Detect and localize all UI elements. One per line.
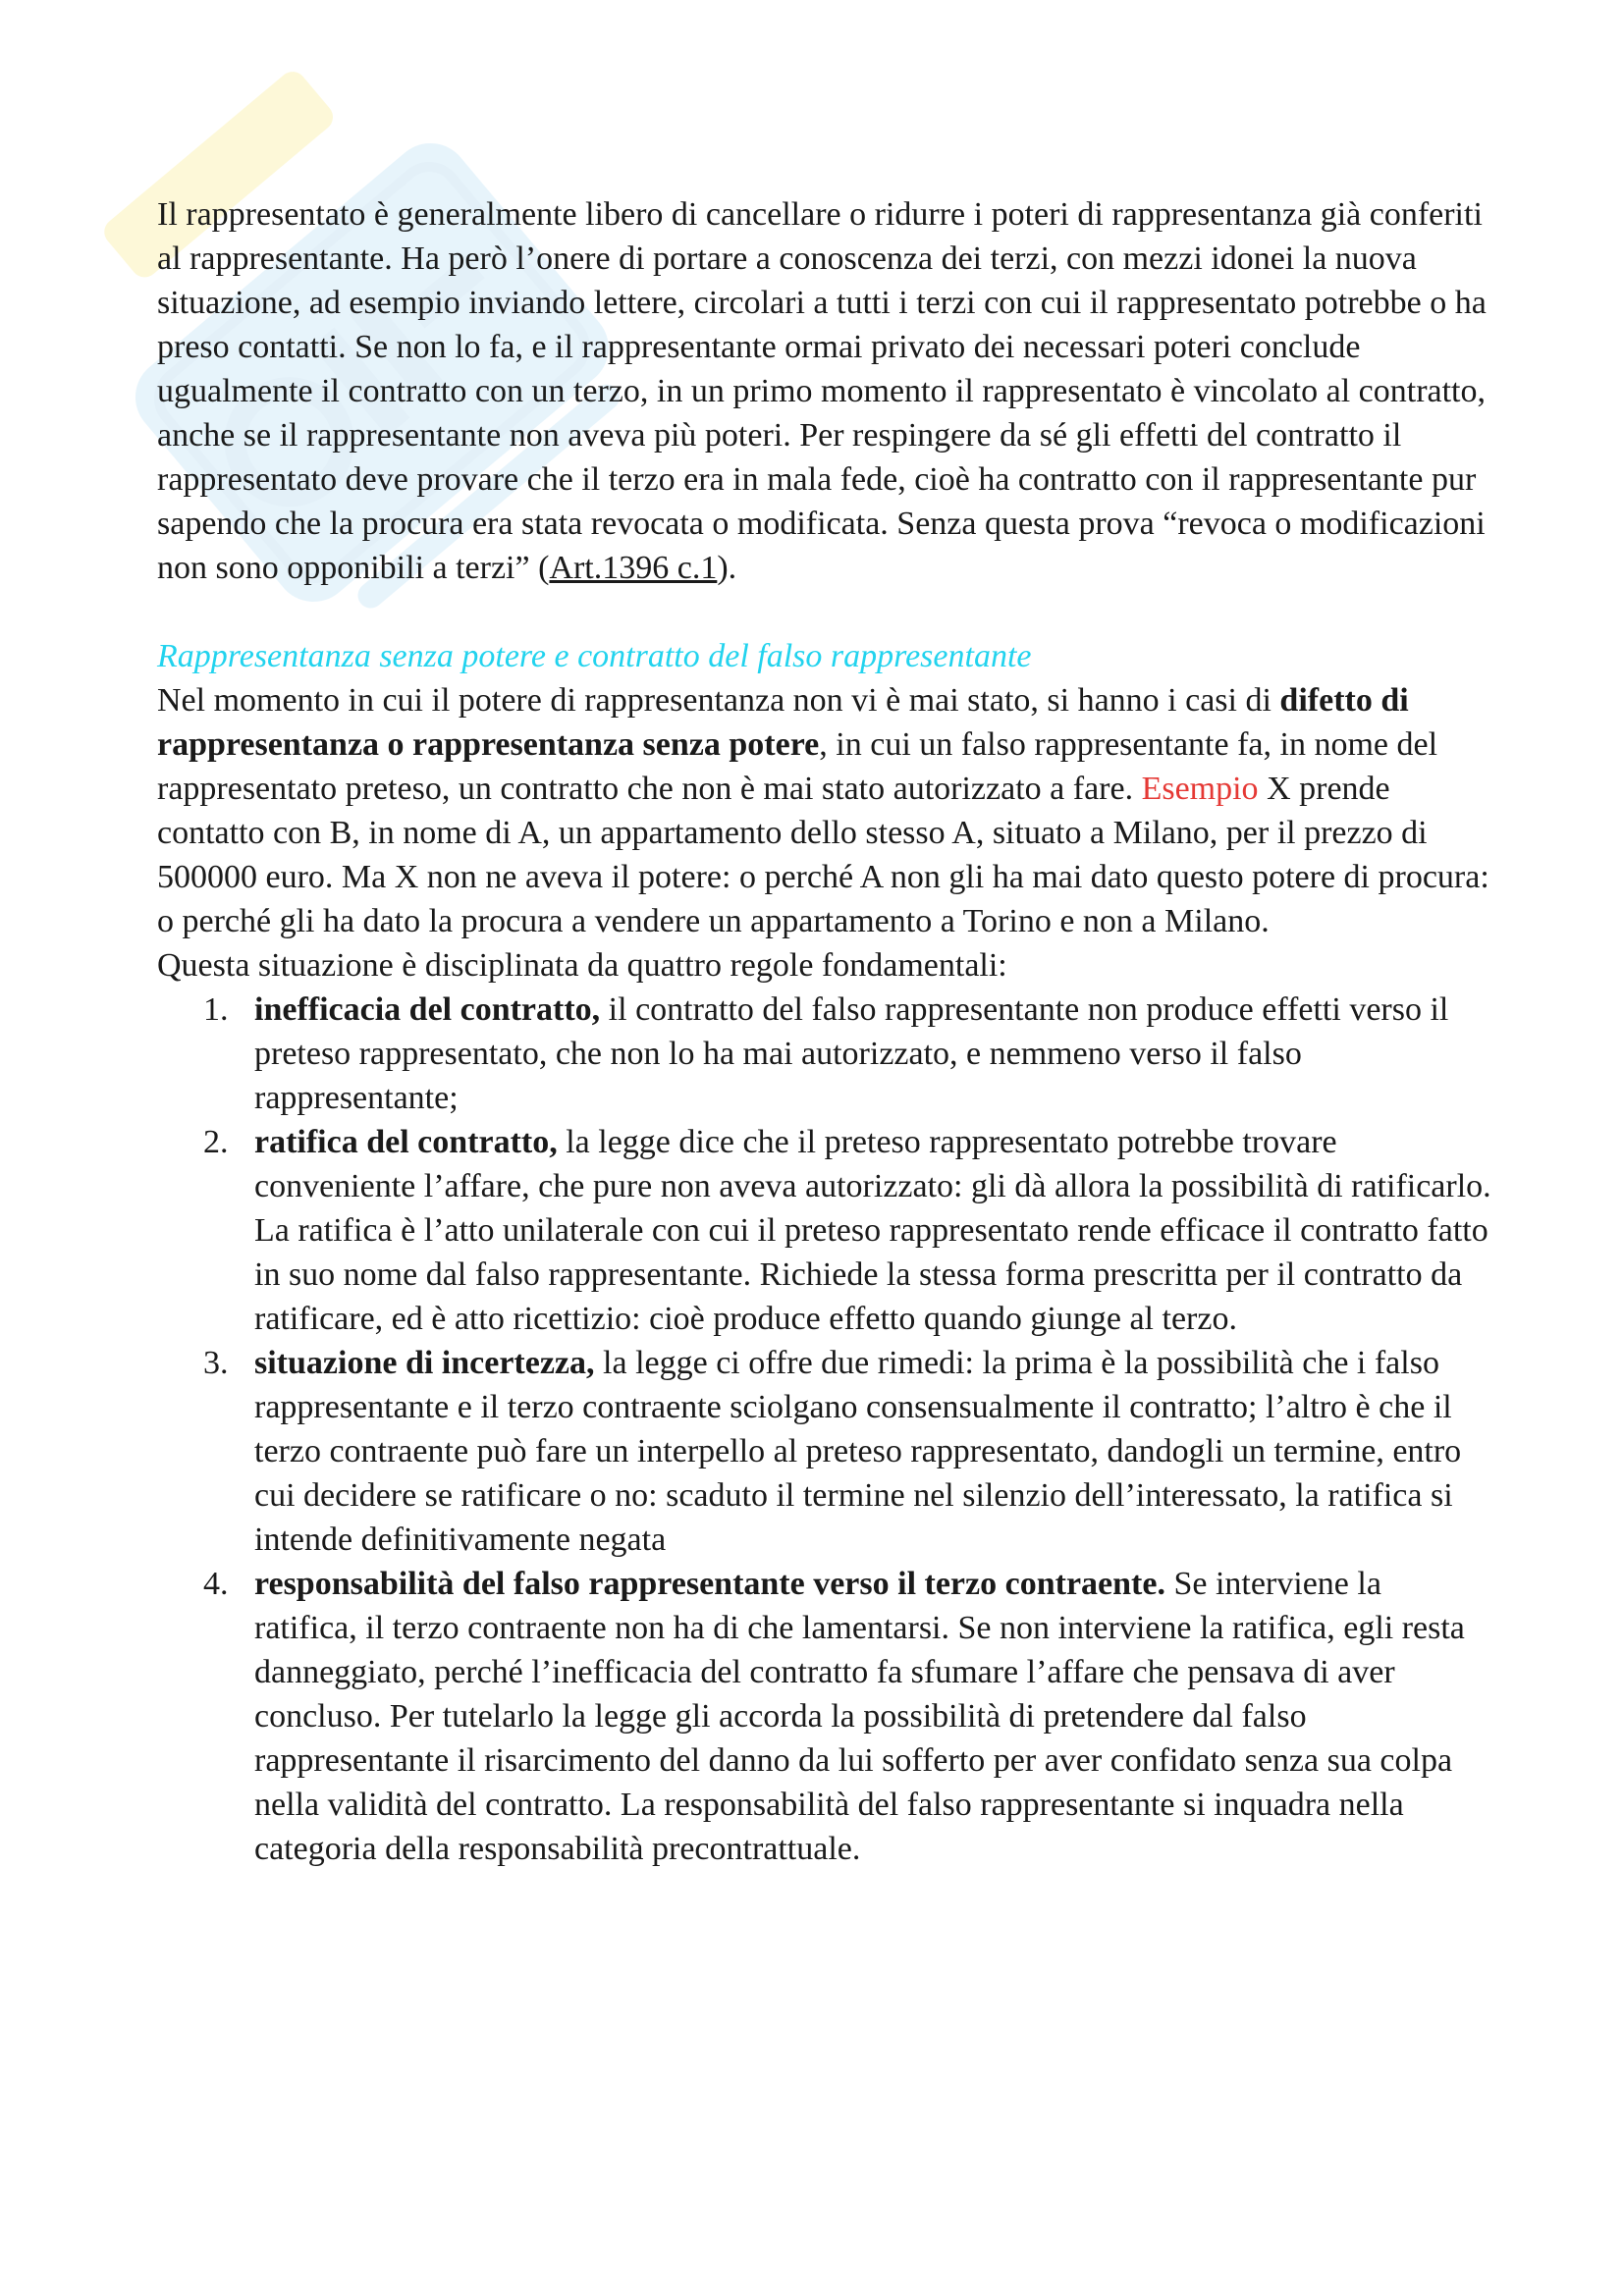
paragraph-spacer [157,590,1492,634]
example-text: X prende contatto con B, in nome di A, un appartamento dello stesso A, situato a Milano, per il prezzo di 500000 euro. Ma X non ne aveva il potere: o perché A non gli ha mai dato questo potere di procura: o perché gli ha dato la procura a vendere un appartamento a Torino e non a Milano. [157,771,1489,939]
list-item [157,1562,1492,1871]
list-item [157,1341,1492,1562]
paragraph-revoca [157,192,1492,590]
rule-text: la legge dice che il preteso rappresentato potrebbe trovare conveniente l’affare, che pure non aveva autorizzato: gli dà allora la possibilità di ratificarlo. La ratifica è l’atto unilaterale con cui il preteso rappresentato rende efficace il contratto fatto in suo nome dal falso rappresentante. Richiede la stessa forma prescritta per il contratto da ratificare, ed è atto ricettizio: cioè produce effetto quando giunge al terzo. [254,1124,1491,1337]
paragraph-intro [157,678,1492,943]
list-number: 1. [203,991,229,1028]
article-link[interactable]: Art.1396 c.1 [549,550,718,586]
paragraph-revoca-end: ). [717,550,737,586]
list-item [157,988,1492,1120]
rule-text: Se interviene la ratifica, il terzo contraente non ha di che lamentarsi. Se non interviene la ratifica, egli resta danneggiato, perché l’inefficacia del contratto fa sfumare l’affare che pensava di aver concluso. Per tutelarlo la legge gli accorda la possibilità di pretendere dal falso rappresentante il risarcimento del danno da lui sofferto per aver confidato senza sua colpa nella validità del contratto. La responsabilità del falso rappresentante si inquadra nella categoria della responsabilità precontrattuale. [254,1566,1465,1867]
rule-text: la legge ci offre due rimedi: la prima è la possibilità che i falso rappresentante e il terzo contraente sciolgano consensualmente il contratto; l’altro è che il terzo contraente può fare un interpello al preteso rappresentato, dandogli un termine, entro cui decidere se ratificare o no: scaduto il termine nel silenzio dell’interessato, la ratifica si intende definitivamente negata [254,1345,1462,1558]
rule-title: ratifica del contratto, [254,1124,558,1160]
intro-bold-term: difetto di rappresentanza o rappresentanza senza potere [157,682,1409,763]
rule-text: il contratto del falso rappresentante non produce effetti verso il preteso rappresentato, che non lo ha mai autorizzato, e nemmeno verso il falso rappresentante; [254,991,1449,1116]
list-item [157,1120,1492,1341]
rule-title: inefficacia del contratto, [254,991,601,1028]
document-page [157,192,1492,1871]
example-label: Esempio [1141,771,1259,807]
list-number: 4. [203,1566,229,1602]
paragraph-revoca-text: Il rappresentato è generalmente libero di cancellare o ridurre i poteri di rappresentanza già conferiti al rappresentante. Ha però l’onere di portare a conoscenza dei terzi, con mezzi idonei la nuova situazione, ad esempio inviando lettere, circolari a tutti i terzi con cui il rappresentato potrebbe o ha preso contatti. Se non lo fa, e il rappresentante ormai privato dei necessari poteri conclude ugualmente il contratto con un terzo, in un primo momento il rappresentato è vincolato al contratto, anche se il rappresentante non aveva più poteri. Per respingere da sé gli effetti del contratto il rappresentato deve provare che il terzo era in mala fede, cioè ha contratto con il rappresentante pur sapendo che la procura era stata revocata o modificata. Senza questa prova “revoca o modificazioni non sono opponibili a terzi” ( [157,196,1487,586]
rules-list [157,988,1492,1871]
section-title: Rappresentanza senza potere e contratto del falso rappresentante [157,638,1032,674]
rule-title: situazione di incertezza, [254,1345,595,1381]
intro-text-after: , in cui un falso rappresentante fa, in nome del rappresentato preteso, un contratto che non è mai stato autorizzato a fare. [157,726,1438,807]
rules-intro: Questa situazione è disciplinata da quattro regole fondamentali: [157,947,1007,984]
rule-title: responsabilità del falso rappresentante verso il terzo contraente. [254,1566,1165,1602]
list-number: 2. [203,1124,229,1160]
list-number: 3. [203,1345,229,1381]
intro-text-before: Nel momento in cui il potere di rappresentanza non vi è mai stato, si hanno i casi di [157,682,1280,719]
